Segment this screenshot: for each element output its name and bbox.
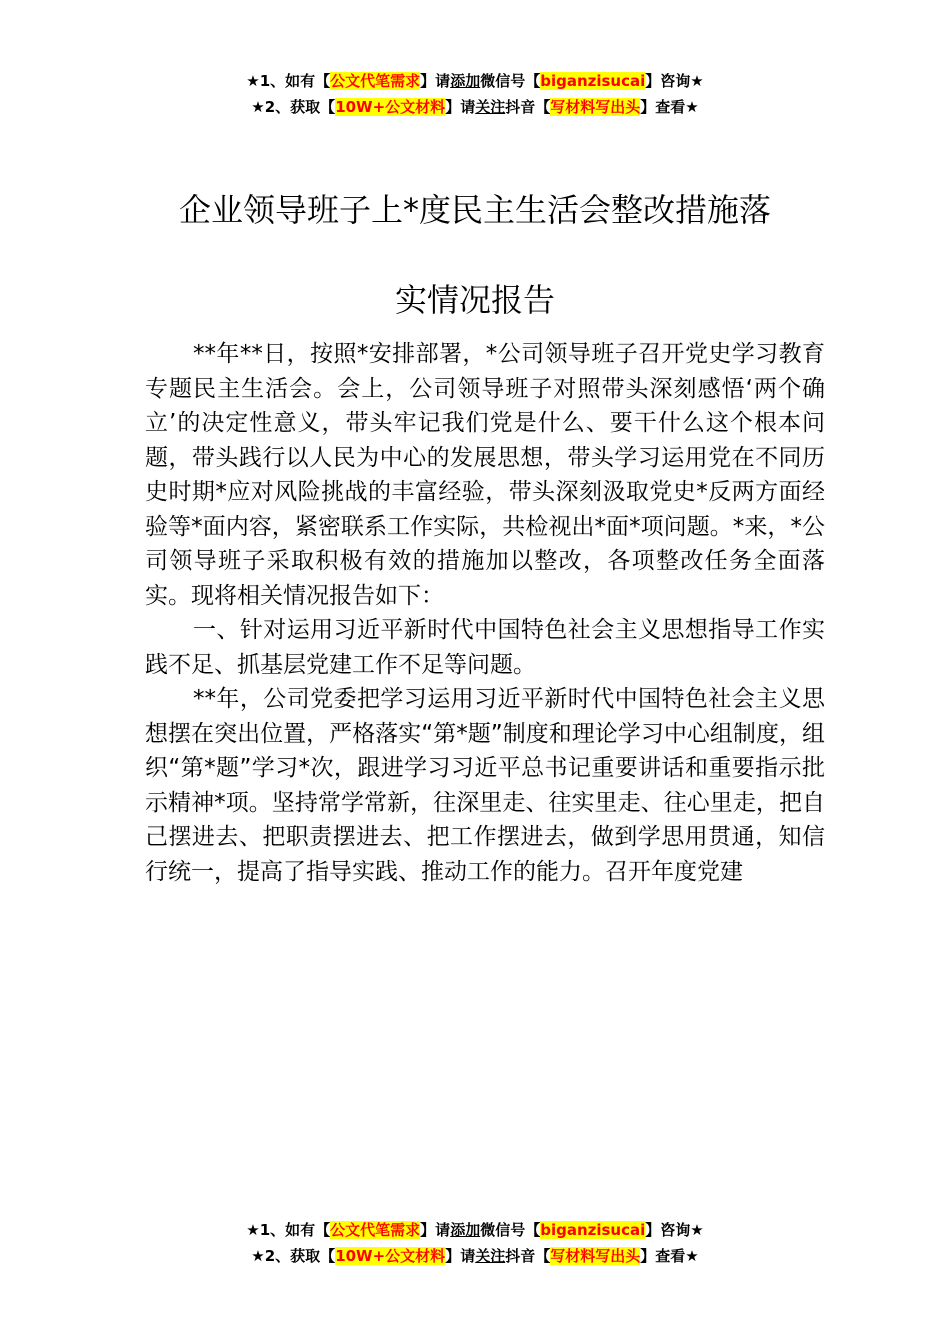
banner-text: 微信号【	[480, 1221, 541, 1239]
banner-text: ★2、获取【	[251, 1247, 336, 1265]
banner-underline: 添加	[450, 72, 481, 90]
banner-highlight: 写材料写出头	[550, 98, 641, 116]
paragraph-body: **年，公司党委把学习运用习近平新时代中国特色社会主义思想摆在突出位置，严格落实“第*题”制度和理论学习中心组制度，组织“第*题”学习*次，跟进学习习近平总书记重要讲话和重要指示批示精神*项。坚持常学常新，往深里走、往实里走、往心里走，把自己摆进去、把职责摆进去、把工作摆进去，做到学思用贯通，知信行统一，提高了指导实践、推动工作的能力。召开年度党建	[145, 686, 825, 885]
banner-line-2	[0, 94, 950, 120]
banner-text: 】咨询★	[645, 72, 704, 90]
banner-line-1	[0, 68, 950, 94]
header-banner	[0, 68, 950, 120]
document-title	[0, 165, 950, 345]
banner-underline: 添加	[450, 1221, 481, 1239]
banner-highlight: 写材料写出头	[550, 1247, 641, 1265]
banner-highlight: 公文代笔需求	[330, 1221, 421, 1239]
banner-highlight: 公文代笔需求	[330, 72, 421, 90]
document-body	[145, 337, 825, 889]
title-line-1: 企业领导班子上*度民主生活会整改措施落	[178, 191, 771, 229]
title-line-2: 实情况报告	[394, 281, 555, 319]
banner-text: 】请	[420, 72, 451, 90]
footer-banner	[0, 1217, 950, 1269]
banner-text: 】咨询★	[645, 1221, 704, 1239]
banner-line-1	[0, 1217, 950, 1243]
banner-underline: 关注	[475, 98, 506, 116]
banner-text: 】请	[445, 1247, 476, 1265]
banner-text: 】查看★	[640, 1247, 699, 1265]
paragraph-section-heading: 一、针对运用习近平新时代中国特色社会主义思想指导工作实践不足、抓基层党建工作不足等问题。	[145, 617, 825, 678]
paragraph-intro: **年**日，按照*安排部署，*公司领导班子召开党史学习教育专题民主生活会。会上，公司领导班子对照带头深刻感悟‘两个确立’的决定性意义，带头牢记我们党是什么、要干什么这个根本问题，带头践行以人民为中心的发展思想，带头学习运用党在不同历史时期*应对风险挑战的丰富经验，带头深刻汲取党史*反两方面经验等*面内容，紧密联系工作实际，共检视出*面*项问题。*来，*公司领导班子采取积极有效的措施加以整改，各项整改任务全面落实。现将相关情况报告如下：	[145, 341, 825, 609]
banner-highlight: biganzisucai	[540, 72, 646, 90]
banner-underline: 关注	[475, 1247, 506, 1265]
banner-text: 】请	[445, 98, 476, 116]
banner-line-2	[0, 1243, 950, 1269]
banner-text: 】查看★	[640, 98, 699, 116]
banner-text: ★1、如有【	[246, 72, 331, 90]
banner-highlight: 10W+公文材料	[335, 98, 446, 116]
banner-text: 】请	[420, 1221, 451, 1239]
banner-highlight: 10W+公文材料	[335, 1247, 446, 1265]
banner-text: 抖音【	[505, 1247, 551, 1265]
banner-text: ★2、获取【	[251, 98, 336, 116]
banner-text: ★1、如有【	[246, 1221, 331, 1239]
banner-highlight: biganzisucai	[540, 1221, 646, 1239]
banner-text: 抖音【	[505, 98, 551, 116]
banner-text: 微信号【	[480, 72, 541, 90]
